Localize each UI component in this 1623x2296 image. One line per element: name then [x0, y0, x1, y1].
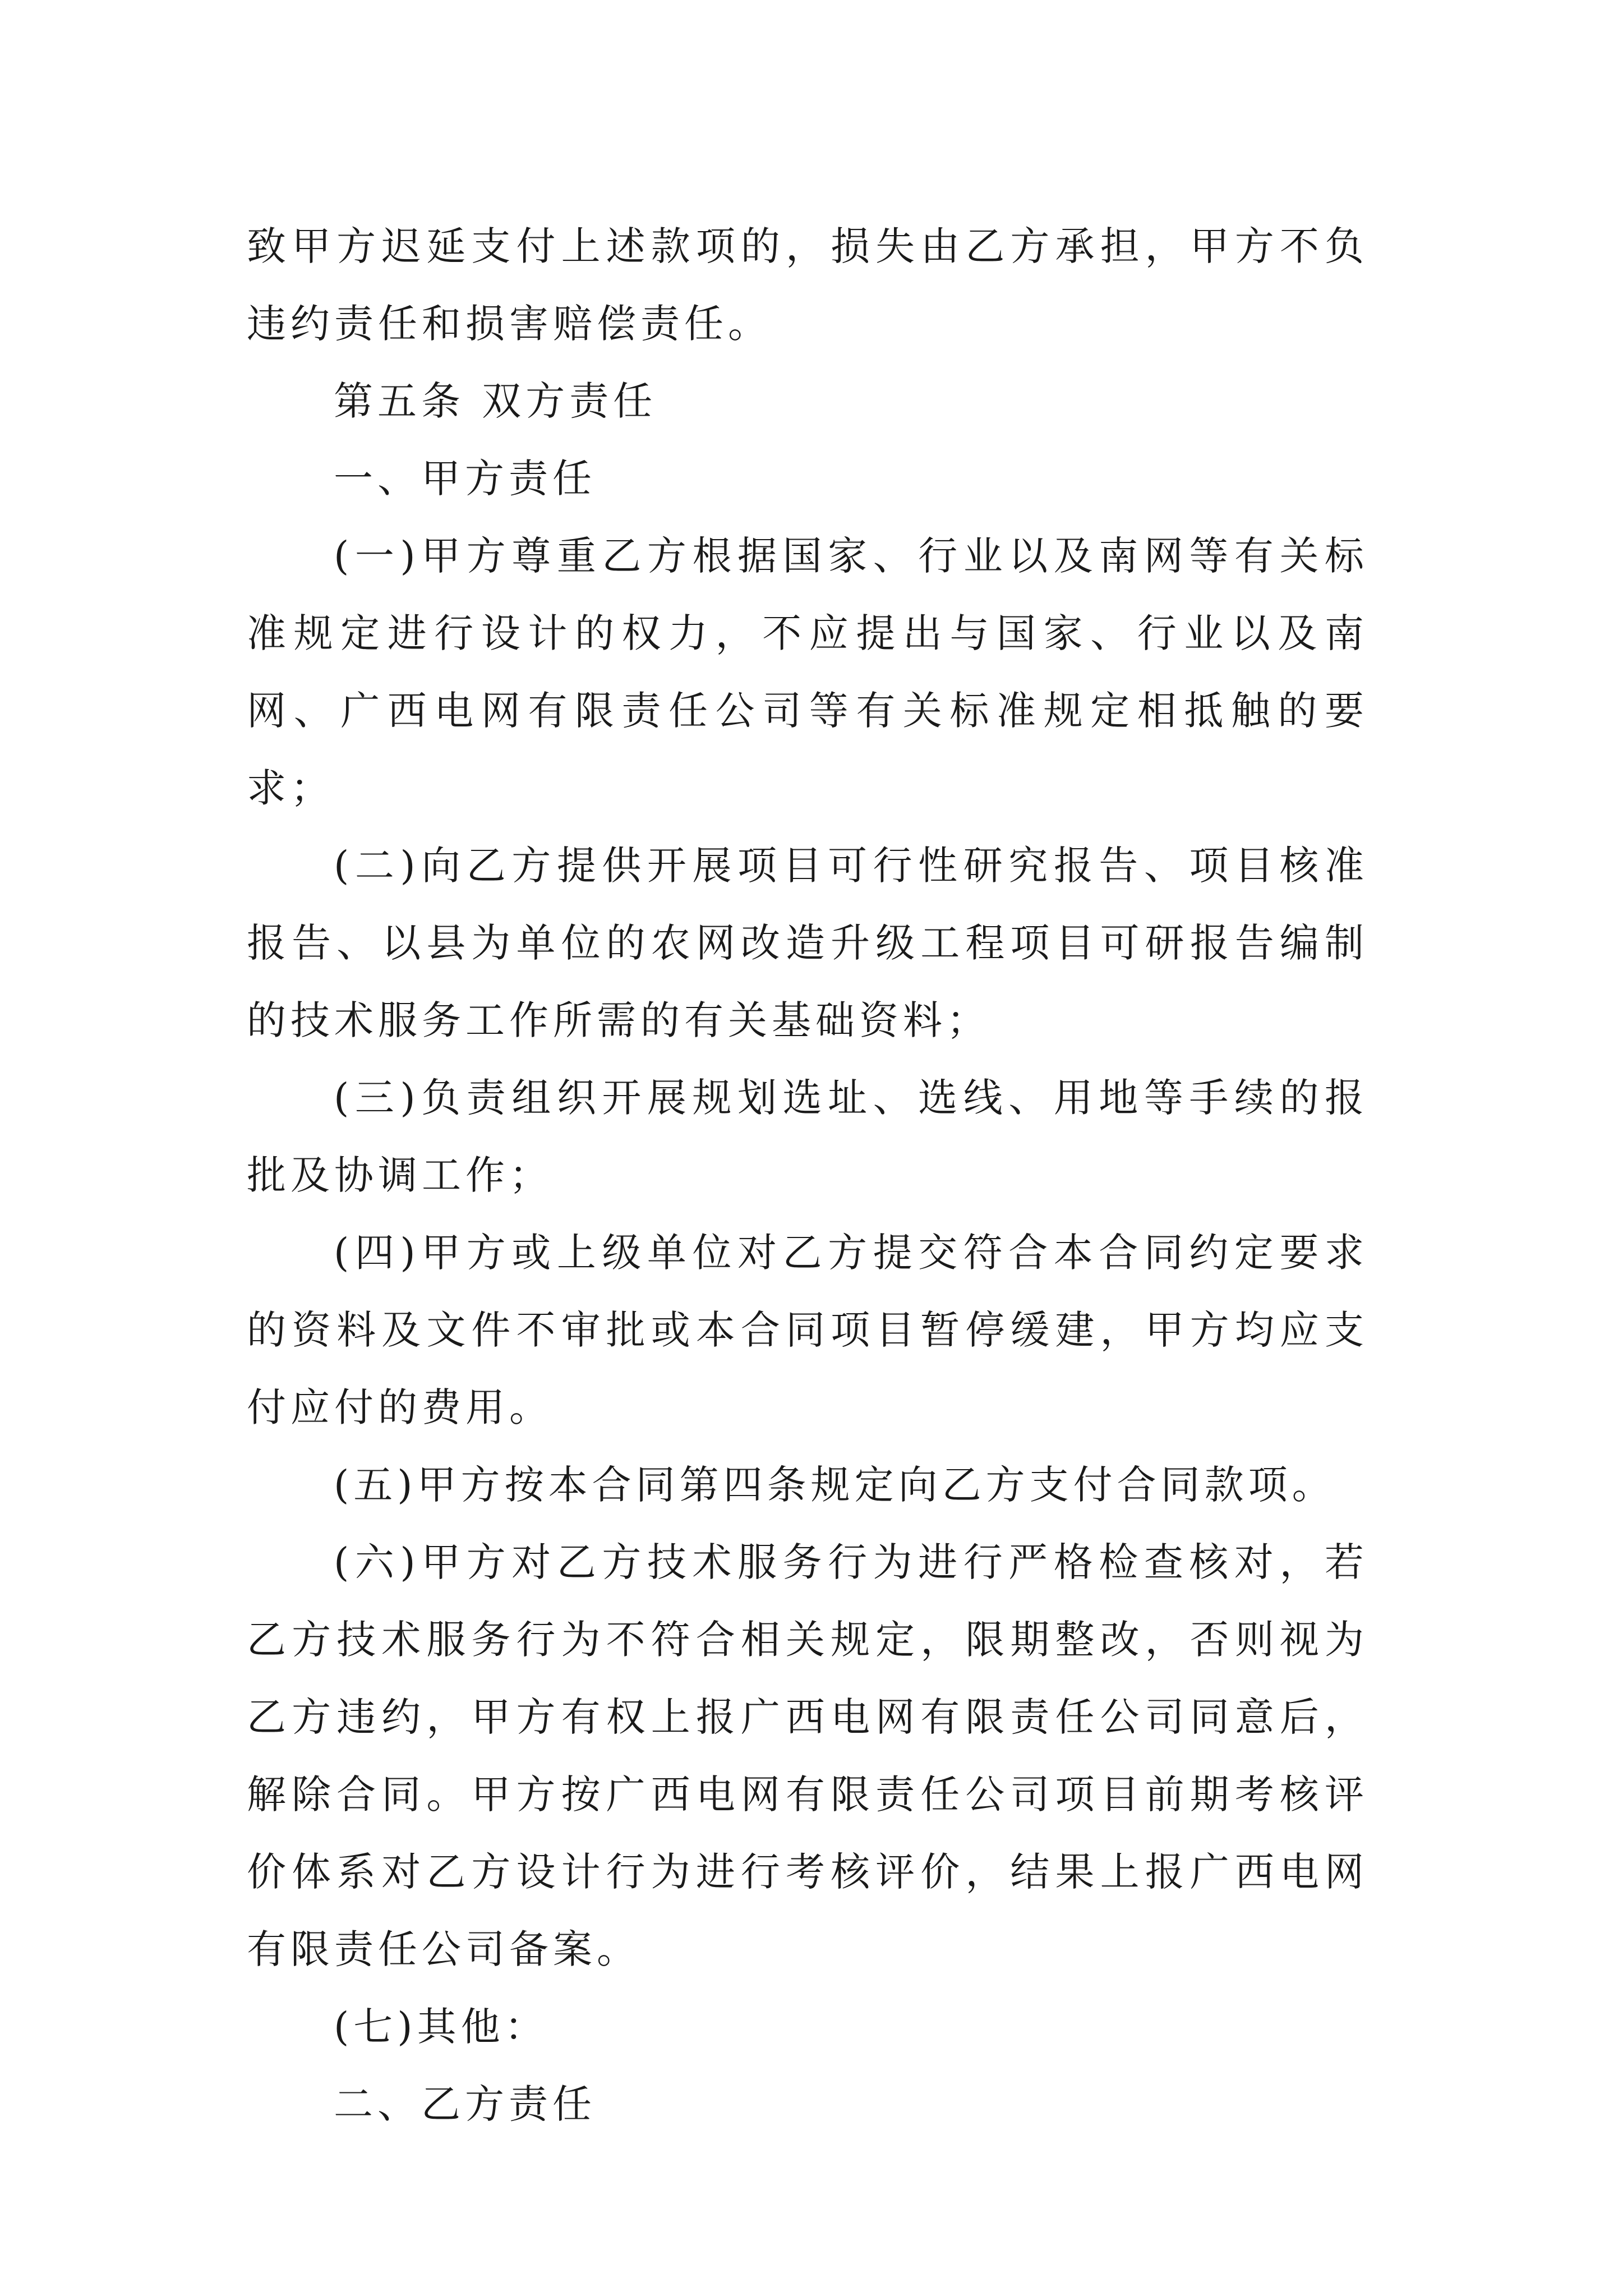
section-heading-party-a: 一、甲方责任	[334, 455, 596, 501]
clause-7: (七)其他：	[334, 2004, 548, 2050]
article-heading: 第五条 双方责任	[334, 378, 657, 424]
clause-2: (二)向乙方提供开展项目可行性研究报告、项目核准报告、以县为单位的农网改造升级工程项目可研报告编制的技术服务工作所需的有关基础资料；	[247, 843, 1368, 1043]
clause-5: (五)甲方按本合同第四条规定向乙方支付合同款项。	[334, 1462, 1336, 1508]
clause-1: (一)甲方尊重乙方根据国家、行业以及南网等有关标准规定进行设计的权力，不应提出与国家、行业以及南网、广西电网有限责任公司等有关标准规定相抵触的要求；	[247, 533, 1368, 811]
clause-3: (三)负责组织开展规划选址、选线、用地等手续的报批及协调工作；	[247, 1075, 1368, 1198]
section-heading-party-b: 二、乙方责任	[334, 2081, 596, 2127]
clause-6: (六)甲方对乙方技术服务行为进行严格检查核对，若乙方技术服务行为不符合相关规定，限期整改，否则视为乙方违约，甲方有权上报广西电网有限责任公司同意后，解除合同。甲方按广西电网有限责任公司项目前期考核评价体系对乙方设计行为进行考核评价，结果上报广西电网有限责任公司备案。	[247, 1539, 1368, 1972]
clause-4: (四)甲方或上级单位对乙方提交符合本合同约定要求的资料及文件不审批或本合同项目暂停缓建，甲方均应支付应付的费用。	[247, 1230, 1368, 1430]
paragraph-payment-delay: 致甲方迟延支付上述款项的，损失由乙方承担，甲方不负违约责任和损害赔偿责任。	[247, 223, 1368, 347]
document-body	[247, 208, 1368, 2143]
